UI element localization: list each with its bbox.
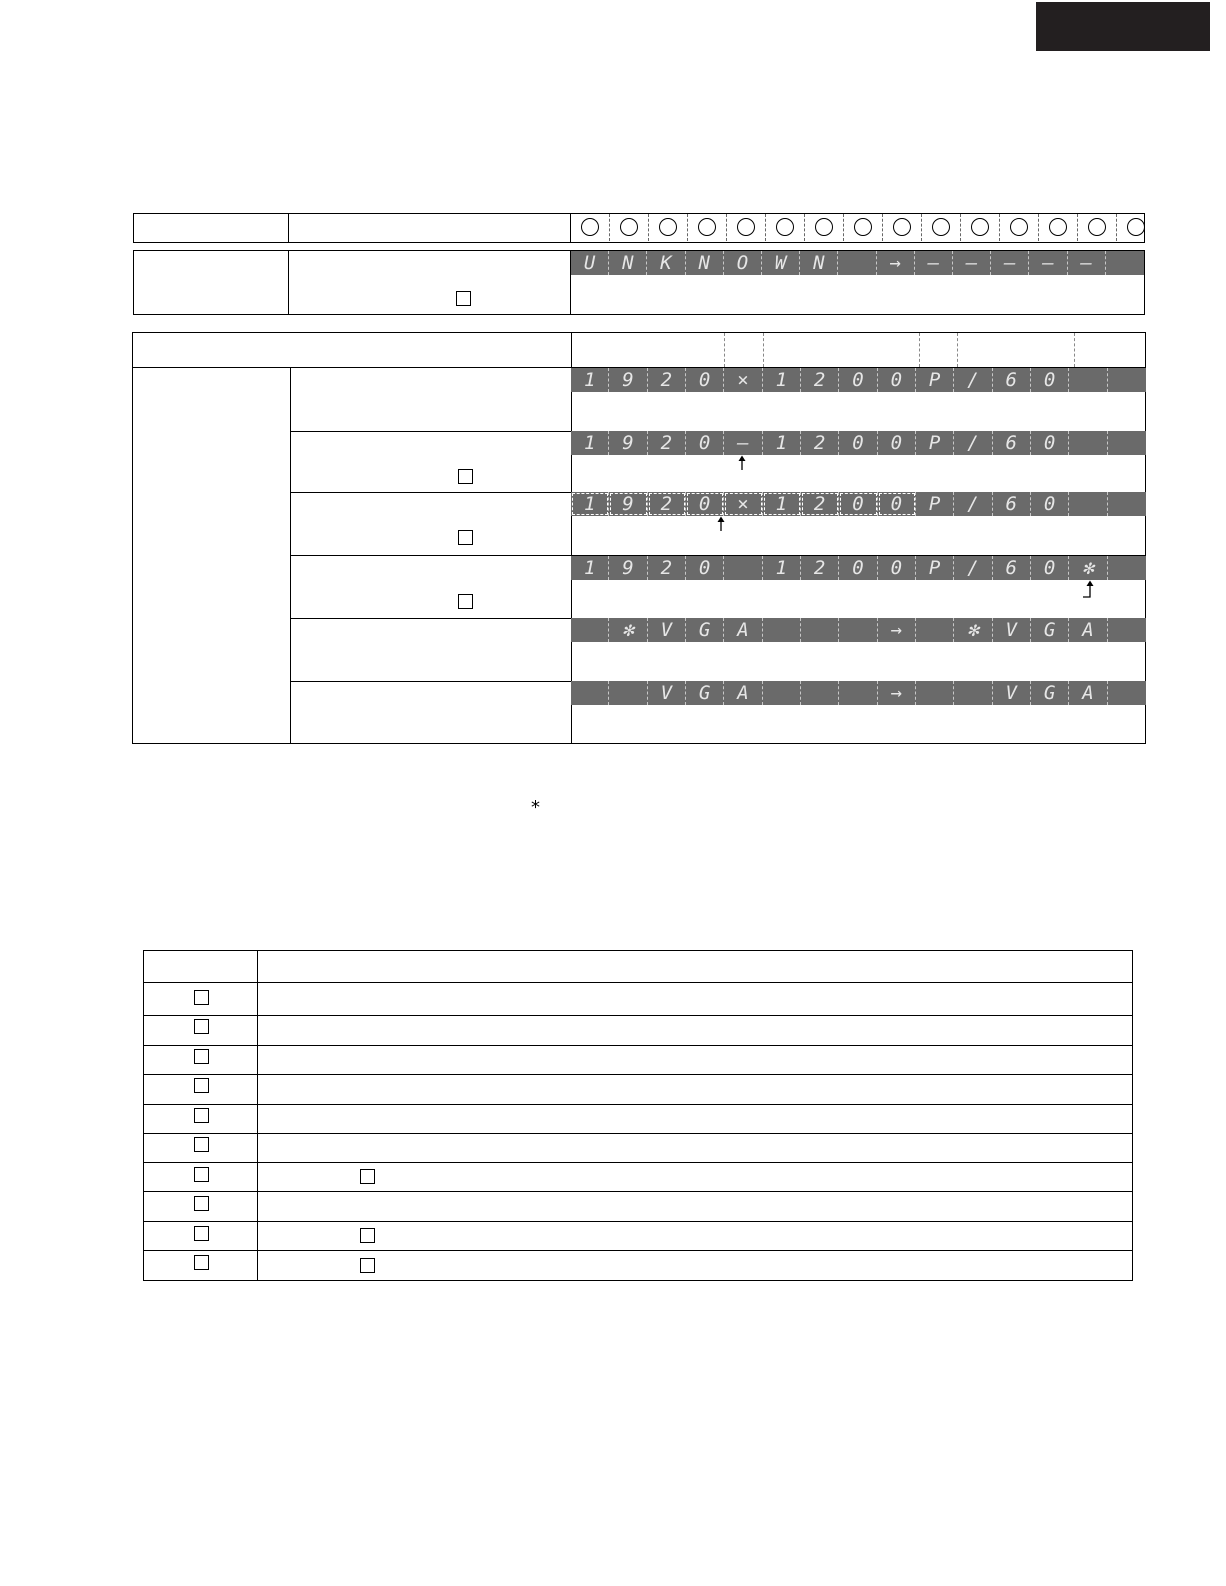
fl-display-resolution-2 [571,431,1146,455]
header-subdivider [724,333,725,367]
fl-display-unknown [571,251,1144,275]
fl-char: 2 [801,492,839,516]
row-divider [144,1015,1132,1016]
indicator-cell [805,214,844,241]
fl-char: – [1068,251,1106,275]
fl-display-resolution-4 [571,556,1146,580]
row-divider [144,1250,1132,1251]
checkbox-icon [194,1196,209,1211]
checkbox-icon [194,1167,209,1182]
fl-char: 1 [763,492,801,516]
header-subdivider [919,333,920,367]
fl-char: – [724,431,762,455]
fl-char [609,681,647,705]
fl-char: 6 [993,368,1031,392]
fl-char [916,681,954,705]
fl-char: N [686,251,724,275]
fl-char: V [993,681,1031,705]
fl-char: 0 [686,431,724,455]
fl-char: ✻ [954,618,992,642]
circle-indicator-icon [581,218,599,236]
fl-char [1106,251,1144,275]
checkbox-icon [458,469,473,484]
row-divider [144,1045,1132,1046]
fl-char: 6 [993,431,1031,455]
header-subdivider [957,333,958,367]
fl-char: V [648,681,686,705]
indicator-cell [844,214,883,241]
checkbox-icon [194,1019,209,1034]
arrow-up-icon [737,455,747,471]
fl-char: 9 [609,556,647,580]
indicator-cell [1078,214,1117,241]
divider [288,251,289,314]
fl-char: 0 [1031,492,1069,516]
circle-indicator-icon [932,218,950,236]
fl-char: × [724,368,762,392]
circle-indicator-icon [893,218,911,236]
circle-indicator-icon [620,218,638,236]
fl-char: W [762,251,800,275]
asterisk-note: * [531,797,540,818]
fl-char: 9 [609,492,647,516]
fl-char: / [954,556,992,580]
row-divider [144,1133,1132,1134]
fl-char: A [724,681,762,705]
fl-display-vga-1 [571,618,1146,642]
fl-char: 1 [763,431,801,455]
circle-indicator-icon [815,218,833,236]
indicator-cell [883,214,922,241]
fl-char: 1 [571,492,609,516]
fl-display-vga-2 [571,681,1146,705]
fl-char: O [724,251,762,275]
fl-char: A [1069,681,1107,705]
fl-char: 2 [801,556,839,580]
fl-char: 0 [839,368,877,392]
checkbox-icon [194,990,209,1005]
bottom-table [143,950,1133,1281]
fl-char: 2 [648,492,686,516]
fl-char: A [724,618,762,642]
fl-char: 0 [878,556,916,580]
row-divider [144,1162,1132,1163]
fl-char [839,681,877,705]
fl-char: 9 [609,368,647,392]
indicator-cell [688,214,727,241]
circle-indicator-icon [1010,218,1028,236]
fl-char: 0 [1031,556,1069,580]
circle-indicator-icon [659,218,677,236]
fl-char [1069,431,1107,455]
fl-char: K [647,251,685,275]
fl-char: – [991,251,1029,275]
fl-char: 6 [993,492,1031,516]
fl-char [801,618,839,642]
fl-char [763,618,801,642]
circle-indicator-icon [737,218,755,236]
fl-char: U [571,251,609,275]
fl-char: V [993,618,1031,642]
fl-char: 1 [571,556,609,580]
row-divider [144,1074,1132,1075]
fl-char: N [800,251,838,275]
fl-char [571,618,609,642]
fl-char: × [724,492,762,516]
fl-char: G [686,681,724,705]
circle-indicator-icon [776,218,794,236]
fl-char: ✻ [609,618,647,642]
fl-char: ✻ [1069,556,1107,580]
fl-char: P [916,492,954,516]
checkbox-icon [194,1226,209,1241]
fl-char: / [954,492,992,516]
checkbox-icon [360,1228,375,1243]
checkbox-icon [458,594,473,609]
fl-char: G [686,618,724,642]
indicator-cell [571,214,610,241]
checkbox-icon [360,1169,375,1184]
fl-char [1108,431,1146,455]
checkbox-icon [458,530,473,545]
fl-char [724,556,762,580]
circle-indicator-icon [698,218,716,236]
row-divider [144,1191,1132,1192]
fl-char: N [609,251,647,275]
fl-char: – [1029,251,1067,275]
row-divider [144,982,1132,983]
fl-char: P [916,556,954,580]
circle-indicator-icon [854,218,872,236]
checkbox-icon [194,1137,209,1152]
fl-char: 0 [878,368,916,392]
row-divider [144,1104,1132,1105]
indicator-cell [1039,214,1078,241]
fl-char: 0 [1031,431,1069,455]
arrow-up-icon [1082,580,1096,598]
fl-char: 2 [648,431,686,455]
fl-char: → [878,681,916,705]
fl-char: 1 [571,368,609,392]
fl-char [763,681,801,705]
circle-indicator-icon [1088,218,1106,236]
fl-char: 2 [648,368,686,392]
fl-char: 2 [648,556,686,580]
fl-char: 6 [993,556,1031,580]
fl-char: 1 [763,556,801,580]
divider [257,951,258,1280]
indicator-row [571,214,1156,241]
fl-char: → [877,251,915,275]
fl-char [1108,556,1146,580]
fl-char [1108,618,1146,642]
fl-char: → [878,618,916,642]
fl-char: V [648,618,686,642]
divider [288,214,289,242]
fl-char [839,618,877,642]
fl-char: P [916,368,954,392]
checkbox-icon [194,1049,209,1064]
fl-char: 0 [839,492,877,516]
indicator-cell [961,214,1000,241]
checkbox-icon [194,1078,209,1093]
fl-display-resolution-1 [571,368,1146,392]
fl-char: 0 [686,556,724,580]
fl-char: / [954,368,992,392]
fl-char: / [954,431,992,455]
indicator-cell [1000,214,1039,241]
arrow-up-icon [716,516,726,532]
indicator-cell [649,214,688,241]
header-subdivider [1074,333,1075,367]
indicator-cell [610,214,649,241]
indicator-cell [1117,214,1156,241]
fl-char [571,681,609,705]
fl-char [838,251,876,275]
checkbox-icon [194,1255,209,1270]
indicator-cell [922,214,961,241]
fl-char: 0 [839,431,877,455]
fl-char: 1 [571,431,609,455]
fl-display-resolution-3 [571,492,1146,516]
fl-char: A [1069,618,1107,642]
header-subdivider [763,333,764,367]
row-divider [144,1221,1132,1222]
circle-indicator-icon [1049,218,1067,236]
fl-char: 1 [763,368,801,392]
fl-char: 0 [878,431,916,455]
circle-indicator-icon [1127,218,1145,236]
corner-tab [1036,2,1210,51]
fl-char: 0 [686,368,724,392]
fl-char [1069,368,1107,392]
fl-char: G [1031,618,1069,642]
fl-char [1108,368,1146,392]
indicator-header-table [133,213,1145,243]
indicator-cell [766,214,805,241]
fl-char: – [953,251,991,275]
fl-char: 0 [686,492,724,516]
circle-indicator-icon [971,218,989,236]
checkbox-icon [456,291,471,306]
fl-char: 9 [609,431,647,455]
fl-char [1069,492,1107,516]
fl-char: P [916,431,954,455]
indicator-cell [727,214,766,241]
fl-char: 0 [878,492,916,516]
fl-char: 0 [1031,368,1069,392]
fl-char [1108,681,1146,705]
fl-char: – [915,251,953,275]
fl-char [1108,492,1146,516]
fl-char: G [1031,681,1069,705]
checkbox-icon [360,1258,375,1273]
fl-char [916,618,954,642]
fl-char [954,681,992,705]
fl-char [801,681,839,705]
fl-char: 0 [839,556,877,580]
fl-char: 2 [801,431,839,455]
checkbox-icon [194,1108,209,1123]
fl-char: 2 [801,368,839,392]
